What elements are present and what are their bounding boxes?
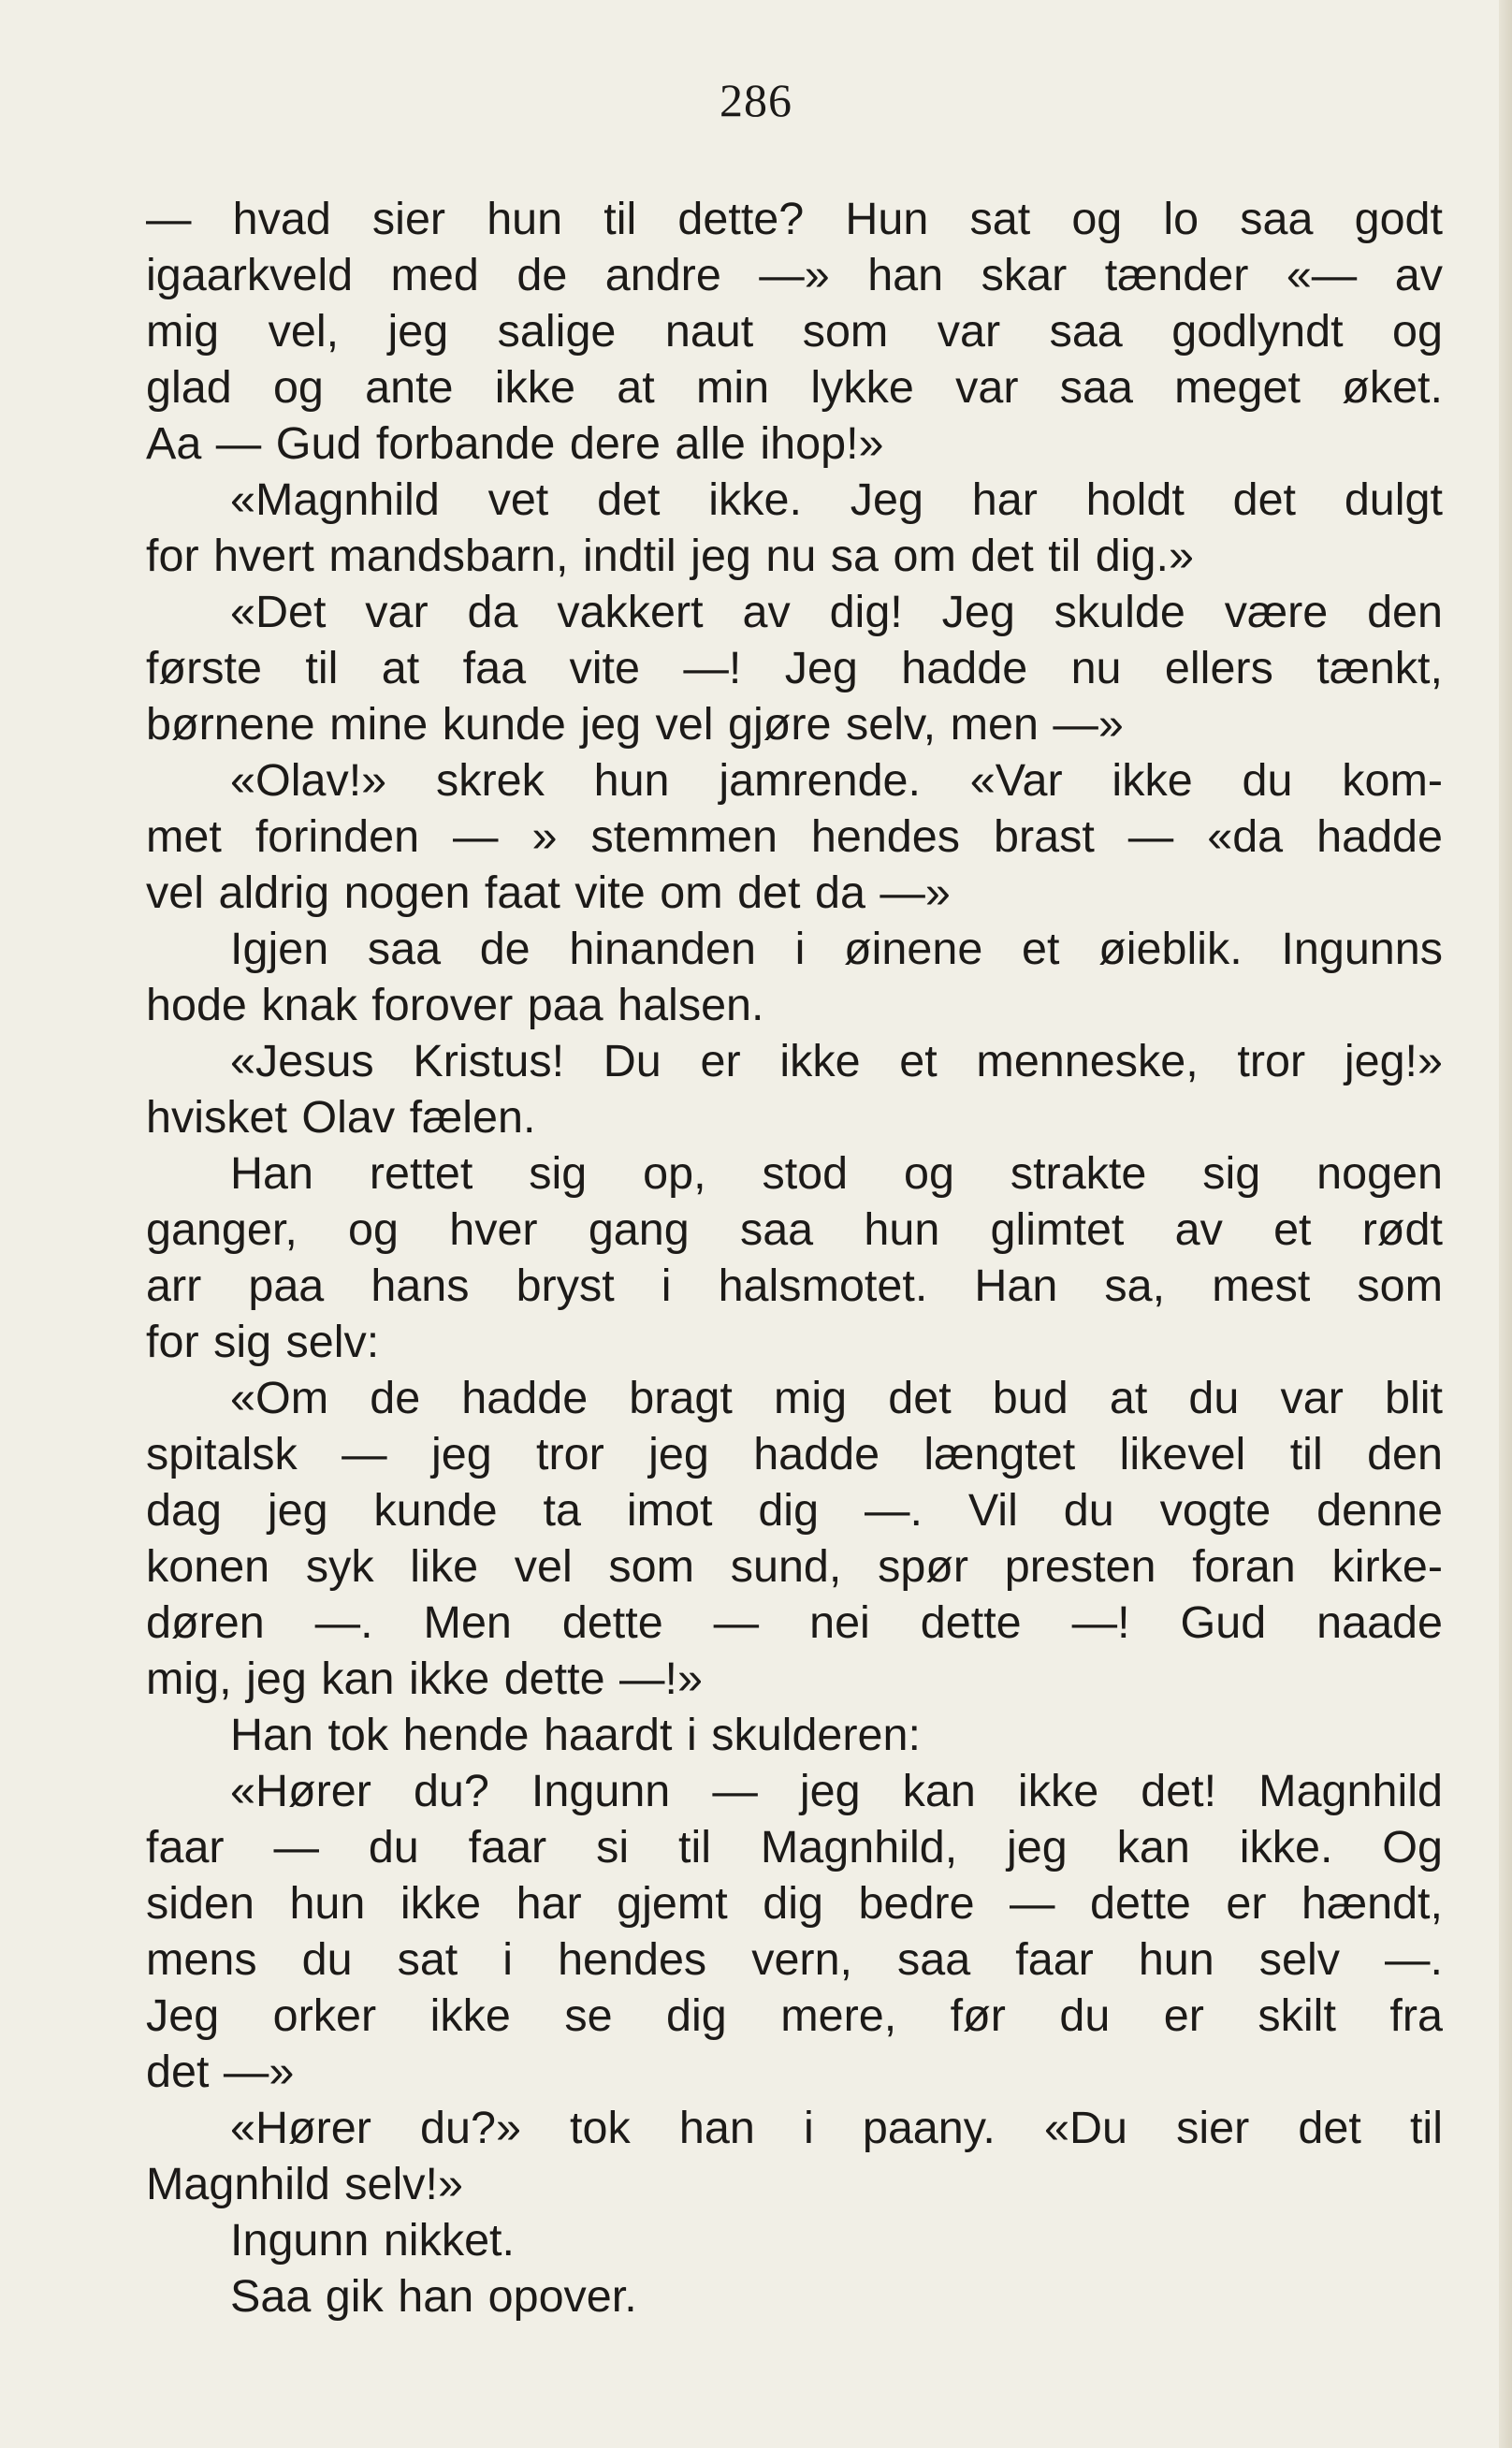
text-line: spitalsk — jeg tror jeg hadde længtet likevel til den: [146, 1429, 1443, 1479]
text-line: «Det var da vakkert av dig! Jeg skulde være den: [230, 587, 1443, 637]
text-line: «Om de hadde bragt mig det bud at du var blit: [230, 1373, 1443, 1423]
body-text: [146, 191, 1443, 2324]
text-line: igaarkveld med de andre —» han skar tænder «— av: [146, 250, 1443, 300]
text-line: mens du sat i hendes vern, saa faar hun selv —.: [146, 1934, 1443, 1985]
text-line: «Hører du?» tok han i paany. «Du sier det til: [230, 2103, 1443, 2153]
text-line: faar — du faar si til Magnhild, jeg kan ikke. Og: [146, 1822, 1443, 1872]
text-line: Aa — Gud forbande dere alle ihop!»: [146, 418, 884, 469]
page-edge: [1499, 0, 1512, 2448]
text-line: — hvad sier hun til dette? Hun sat og lo saa godt: [146, 194, 1443, 244]
text-line: for sig selv:: [146, 1317, 380, 1367]
text-line: «Jesus Kristus! Du er ikke et menneske, tror jeg!»: [230, 1036, 1443, 1086]
text-line: dag jeg kunde ta imot dig —. Vil du vogte denne: [146, 1485, 1443, 1536]
text-line: ganger, og hver gang saa hun glimtet av et rødt: [146, 1204, 1443, 1255]
text-line: hvisket Olav fælen.: [146, 1092, 536, 1143]
text-line: Saa gik han opover.: [230, 2271, 637, 2322]
text-line: siden hun ikke har gjemt dig bedre — dette er hændt,: [146, 1878, 1443, 1929]
text-line: arr paa hans bryst i halsmotet. Han sa, mest som: [146, 1260, 1443, 1311]
text-line: børnene mine kunde jeg vel gjøre selv, men —»: [146, 699, 1124, 750]
text-line: hode knak forover paa halsen.: [146, 980, 764, 1030]
text-line: met forinden — » stemmen hendes brast — «da hadde: [146, 811, 1443, 862]
text-line: mig vel, jeg salige naut som var saa godlyndt og: [146, 306, 1443, 357]
text-line: første til at faa vite —! Jeg hadde nu ellers tænkt,: [146, 643, 1443, 693]
text-line: konen syk like vel som sund, spør presten foran kirke-: [146, 1541, 1443, 1592]
text-line: Han tok hende haardt i skulderen:: [230, 1710, 921, 1760]
text-line: mig, jeg kan ikke dette —!»: [146, 1654, 703, 1704]
text-line: Jeg orker ikke se dig mere, før du er skilt fra: [146, 1990, 1443, 2041]
text-line: «Olav!» skrek hun jamrende. «Var ikke du kom-: [230, 755, 1443, 806]
text-line: Magnhild selv!»: [146, 2159, 463, 2209]
text-line: glad og ante ikke at min lykke var saa meget øket.: [146, 362, 1443, 413]
text-line: Igjen saa de hinanden i øinene et øieblik. Ingunns: [230, 924, 1443, 974]
text-line: «Hører du? Ingunn — jeg kan ikke det! Magnhild: [230, 1766, 1443, 1816]
text-line: «Magnhild vet det ikke. Jeg har holdt det dulgt: [230, 474, 1443, 525]
text-line: for hvert mandsbarn, indtil jeg nu sa om det til dig.»: [146, 531, 1194, 581]
text-line: vel aldrig nogen faat vite om det da —»: [146, 867, 951, 918]
text-line: Han rettet sig op, stod og strakte sig nogen: [230, 1148, 1443, 1199]
text-line: Ingunn nikket.: [230, 2215, 515, 2266]
text-line: det —»: [146, 2047, 295, 2097]
page-number: 286: [720, 74, 792, 126]
text-line: døren —. Men dette — nei dette —! Gud naade: [146, 1597, 1443, 1648]
